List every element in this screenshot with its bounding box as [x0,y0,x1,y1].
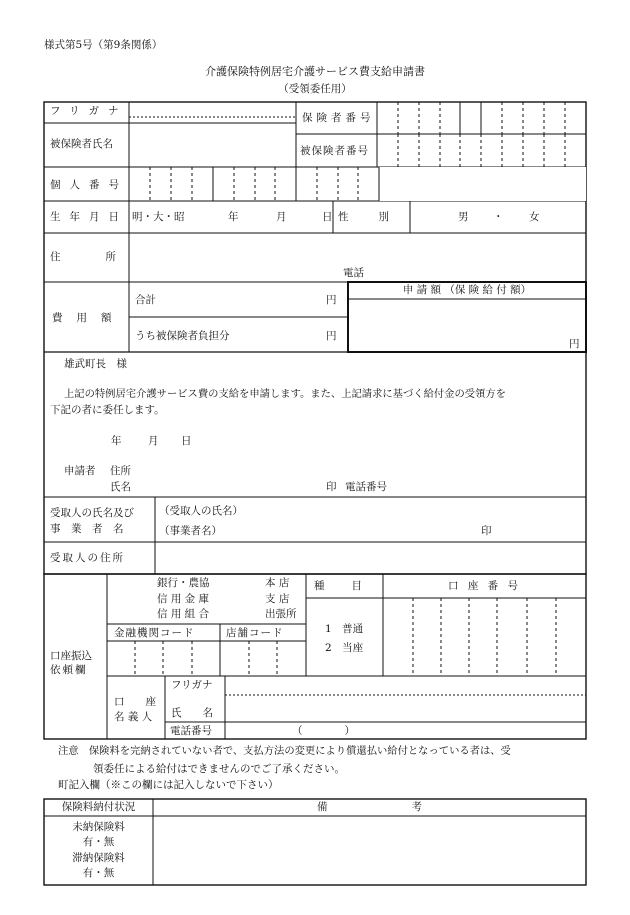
cost-self-label: うち被保険者負担分 [135,330,230,342]
dob-day: 日 [322,211,333,223]
furigana-label: フリガナ [50,105,128,117]
account-type-current[interactable]: 2 当座 [325,642,364,654]
personal-number-label: 個人番号 [50,179,128,191]
insured-name-label: 被保険者氏名 [50,138,113,150]
inst-credit-bank: 信 用 金 庫 [157,593,210,605]
form-number: 様式第5号（第9条関係） [44,39,163,51]
arrears-options: 有・無 [82,867,115,879]
branch-head: 本 店 [265,577,290,589]
holder-name-label: 氏 名 [171,707,213,719]
holder-name-input[interactable] [226,696,585,721]
personal-number-input[interactable] [130,168,378,200]
holder-label-2: 名 義 人 [114,711,153,723]
dob-label: 生年月日 [50,211,128,223]
address-label: 住 所 [50,251,124,263]
account-type-label: 種 目 [314,580,364,592]
unpaid-options: 有・無 [82,836,115,848]
form-subtitle: （受領委任用） [278,83,352,95]
sex-label: 性 別 [338,211,392,223]
bank-section-label-2: 依頼欄 [50,664,88,676]
branch-code-input[interactable] [221,642,305,675]
recipient-business-hint: （事業者名） [159,525,222,537]
holder-phone-input[interactable] [226,723,585,738]
sex-male[interactable]: 男 [458,211,469,223]
insured-number-label: 被保険者番号 [300,145,369,157]
form-title: 介護保険特例居宅介護サービス費支給申請書 [205,65,425,78]
recipient-name-label-1: 受取人の氏名及び [50,507,134,519]
holder-furigana-label: フリガナ [171,679,213,691]
cost-total-yen: 円 [326,294,337,306]
recipient-name-input[interactable] [156,498,585,541]
remarks-label: 備 考 [317,801,422,813]
applicant-name-label: 氏名 [110,481,131,493]
era-options[interactable]: 明・大・昭 [132,211,185,223]
holder-furigana-input[interactable] [226,677,585,694]
insurer-number-label: 保険者番号 [302,112,375,124]
request-amount-input[interactable] [350,301,584,350]
cost-label: 費用額 [52,312,126,324]
applicant-seal: 印 [326,481,337,493]
insured-number-input[interactable] [378,135,585,166]
applicant-address-label: 住所 [110,465,131,477]
date-month: 月 [148,435,159,447]
holder-label-1: 口 座 [114,696,156,708]
furigana-input[interactable] [130,103,295,116]
recipient-address-input[interactable] [156,543,585,573]
branch-branch: 支 店 [265,593,290,605]
inst-credit-union: 信 用 組 合 [157,608,210,620]
inst-bank: 銀行・農協 [157,577,210,589]
holder-phone-label: 電話番号 [170,725,212,737]
dob-month: 月 [276,211,287,223]
date-year: 年 [111,435,122,447]
recipient-seal: 印 [481,525,492,537]
notice-line2: 領委任による給付はできませんのでご了承ください。 [93,763,345,775]
arrears-label: 滞納保険料 [72,852,125,864]
request-amount-header: 申 請 額 （保 険 給 付 額） [402,284,532,296]
recipient-address-label: 受取人の住所 [50,552,125,564]
applicant-phone-label: 電話番号 [345,481,387,493]
branch-code-label: 店舗コード [226,627,284,639]
request-amount-yen: 円 [569,338,580,350]
dob-year: 年 [228,211,239,223]
bank-code-input[interactable] [108,642,219,675]
recipient-name-hint: （受取人の氏名） [159,505,243,517]
recipient-name-label-2: 事 業 者 名 [50,523,124,535]
applicant-label: 申請者 [64,465,96,477]
notice-line1: 注意 保険料を完納されていない者で、支払方法の変更により償還払い給付となっている者は、受 [58,745,511,757]
bank-code-label: 金融機関コード [114,627,195,639]
address-input[interactable] [130,234,585,264]
bank-section-label-1: 口座振込 [50,650,92,662]
town-note: 町記入欄（※この欄には記入しないで下さい） [58,779,279,791]
branch-office: 出張所 [265,608,297,620]
insurer-number-input[interactable] [378,103,585,133]
address-phone-label: 電話 [343,267,364,279]
cost-self-yen: 円 [326,330,337,342]
insured-name-input[interactable] [130,124,295,166]
cost-total-label: 合計 [135,294,156,306]
addressee: 雄武町長 様 [64,358,127,370]
sex-female[interactable]: 女 [529,211,540,223]
account-number-input[interactable] [384,599,585,675]
account-type-ordinary[interactable]: 1 普通 [325,623,364,635]
sex-dot: ・ [493,211,504,223]
date-day: 日 [181,435,192,447]
declaration-line1: 上記の特例居宅介護サービス費の支給を申請します。また、上記請求に基づく給付金の受領方を [64,388,506,400]
declaration-line2: 下記の者に委任します。 [50,404,165,416]
account-number-label: 口 座 番 号 [447,580,521,592]
payment-status-label: 保険料納付状況 [61,801,136,813]
holder-phone-paren: （ ） [292,725,355,737]
unpaid-label: 未納保険料 [72,821,125,833]
